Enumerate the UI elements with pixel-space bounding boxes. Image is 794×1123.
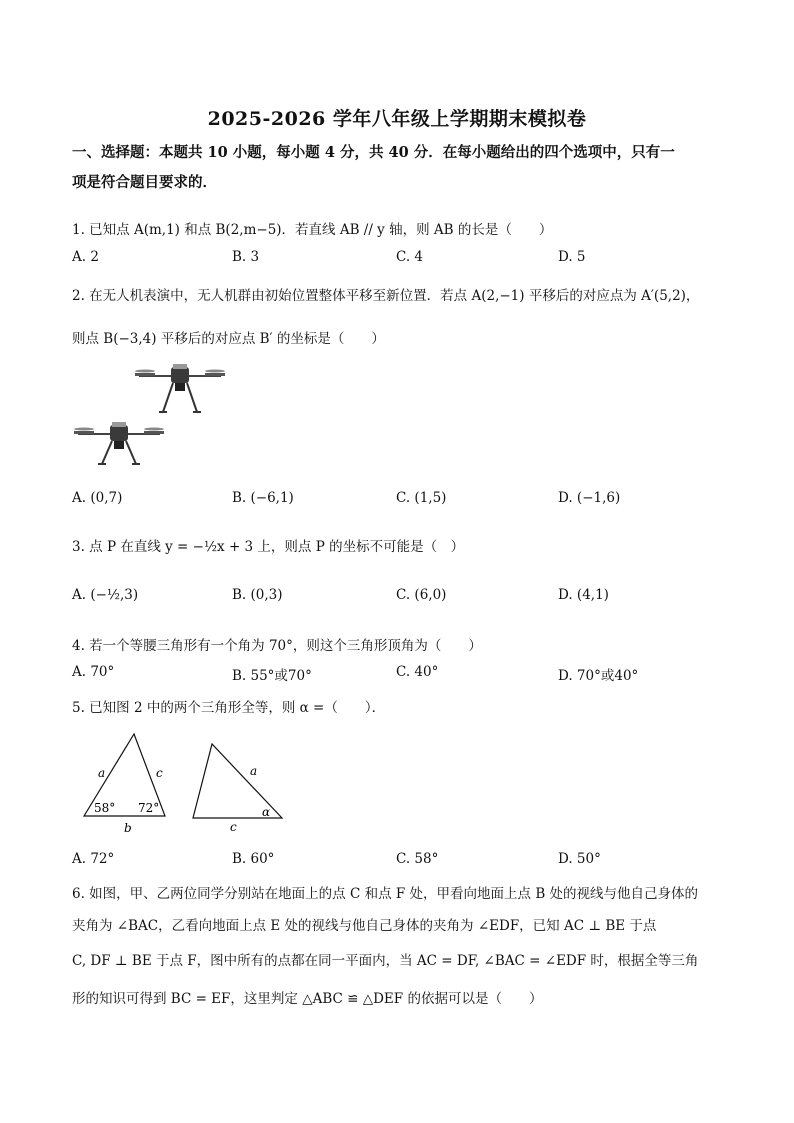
question-6-line4: 形的知识可得到 BC = EF，这里判定 △ABC ≌ △DEF 的依据可以是（ ） <box>72 991 543 1007</box>
q3-option-b[interactable]: B. (0,3) <box>232 587 283 603</box>
question-1: 1. 已知点 A(m,1) 和点 B(2,m−5)．若直线 AB // y 轴，则 AB 的长是（ ） <box>72 222 553 238</box>
q5-option-a[interactable]: A. 72° <box>72 851 115 867</box>
tri1-angle-72: 72° <box>138 801 160 815</box>
question-6-line1: 6. 如图，甲、乙两位同学分别站在地面上的点 C 和点 F 处，甲看向地面上点 B 处的视线与他自己身体的 <box>72 886 699 902</box>
tri1-label-a: a <box>98 766 106 780</box>
q3-option-c[interactable]: C. (6,0) <box>396 587 447 603</box>
q4-option-d[interactable]: D. 70°或40° <box>558 668 639 684</box>
q1-option-b[interactable]: B. 3 <box>232 249 260 265</box>
q4-option-c[interactable]: C. 40° <box>396 664 439 680</box>
drone-image-top <box>133 362 228 420</box>
q2-option-a[interactable]: A. (0,7) <box>72 490 123 506</box>
q1-option-d[interactable]: D. 5 <box>558 249 586 265</box>
question-4: 4. 若一个等腰三角形有一个角为 70°，则这个三角形顶角为（ ） <box>72 638 482 654</box>
q4-option-a[interactable]: A. 70° <box>72 664 115 680</box>
tri2-label-alpha: α <box>262 805 271 819</box>
question-5: 5. 已知图 2 中的两个三角形全等，则 α =（ ）． <box>72 700 386 716</box>
question-6-line2: 夹角为 ∠BAC，乙看向地面上点 E 处的视线与他自己身体的夹角为 ∠EDF，已知 AC ⊥ BE 于点 <box>72 918 657 934</box>
question-2-line2: 则点 B(−3,4) 平移后的对应点 B′ 的坐标是（ ） <box>72 331 385 347</box>
tri2-label-c: c <box>230 820 237 834</box>
page-title: 2025-2026 学年八年级上学期期末模拟卷 <box>207 108 587 130</box>
q2-option-c[interactable]: C. (1,5) <box>396 490 447 506</box>
question-6-line3: C, DF ⊥ BE 于点 F，图中所有的点都在同一平面内，当 AC = DF, ∠BAC = ∠EDF 时，根据全等三角 <box>72 953 699 969</box>
q1-option-a[interactable]: A. 2 <box>72 249 99 265</box>
q3-option-a[interactable]: A. (−½,3) <box>72 587 139 603</box>
drone-image-bottom <box>72 420 167 470</box>
section-heading-line2: 项是符合题目要求的． <box>72 174 217 191</box>
triangle-figure-2 <box>190 740 290 835</box>
triangle-figure-1 <box>80 730 175 835</box>
section-heading <box>72 138 722 198</box>
question-2-line1: 2. 在无人机表演中，无人机群由初始位置整体平移至新位置．若点 A(2,−1) 平移后的对应点为 A′(5,2)， <box>72 288 700 304</box>
q5-option-d[interactable]: D. 50° <box>558 851 601 867</box>
q3-option-d[interactable]: D. (4,1) <box>558 587 609 603</box>
tri1-label-c: c <box>156 766 163 780</box>
q2-option-d[interactable]: D. (−1,6) <box>558 490 621 506</box>
q4-option-b[interactable]: B. 55°或70° <box>232 668 312 684</box>
q5-option-b[interactable]: B. 60° <box>232 851 275 867</box>
q1-option-c[interactable]: C. 4 <box>396 249 424 265</box>
section-heading-line1: 一、选择题：本题共 10 小题，每小题 4 分，共 40 分．在每小题给出的四个选项中，只有一 <box>72 144 675 161</box>
q2-option-b[interactable]: B. (−6,1) <box>232 490 294 506</box>
tri1-angle-58: 58° <box>94 801 116 815</box>
tri1-label-b: b <box>124 821 132 835</box>
q5-option-c[interactable]: C. 58° <box>396 851 439 867</box>
question-3: 3. 点 P 在直线 y = −½x + 3 上，则点 P 的坐标不可能是（ ） <box>72 539 465 555</box>
tri2-label-a: a <box>250 764 258 778</box>
